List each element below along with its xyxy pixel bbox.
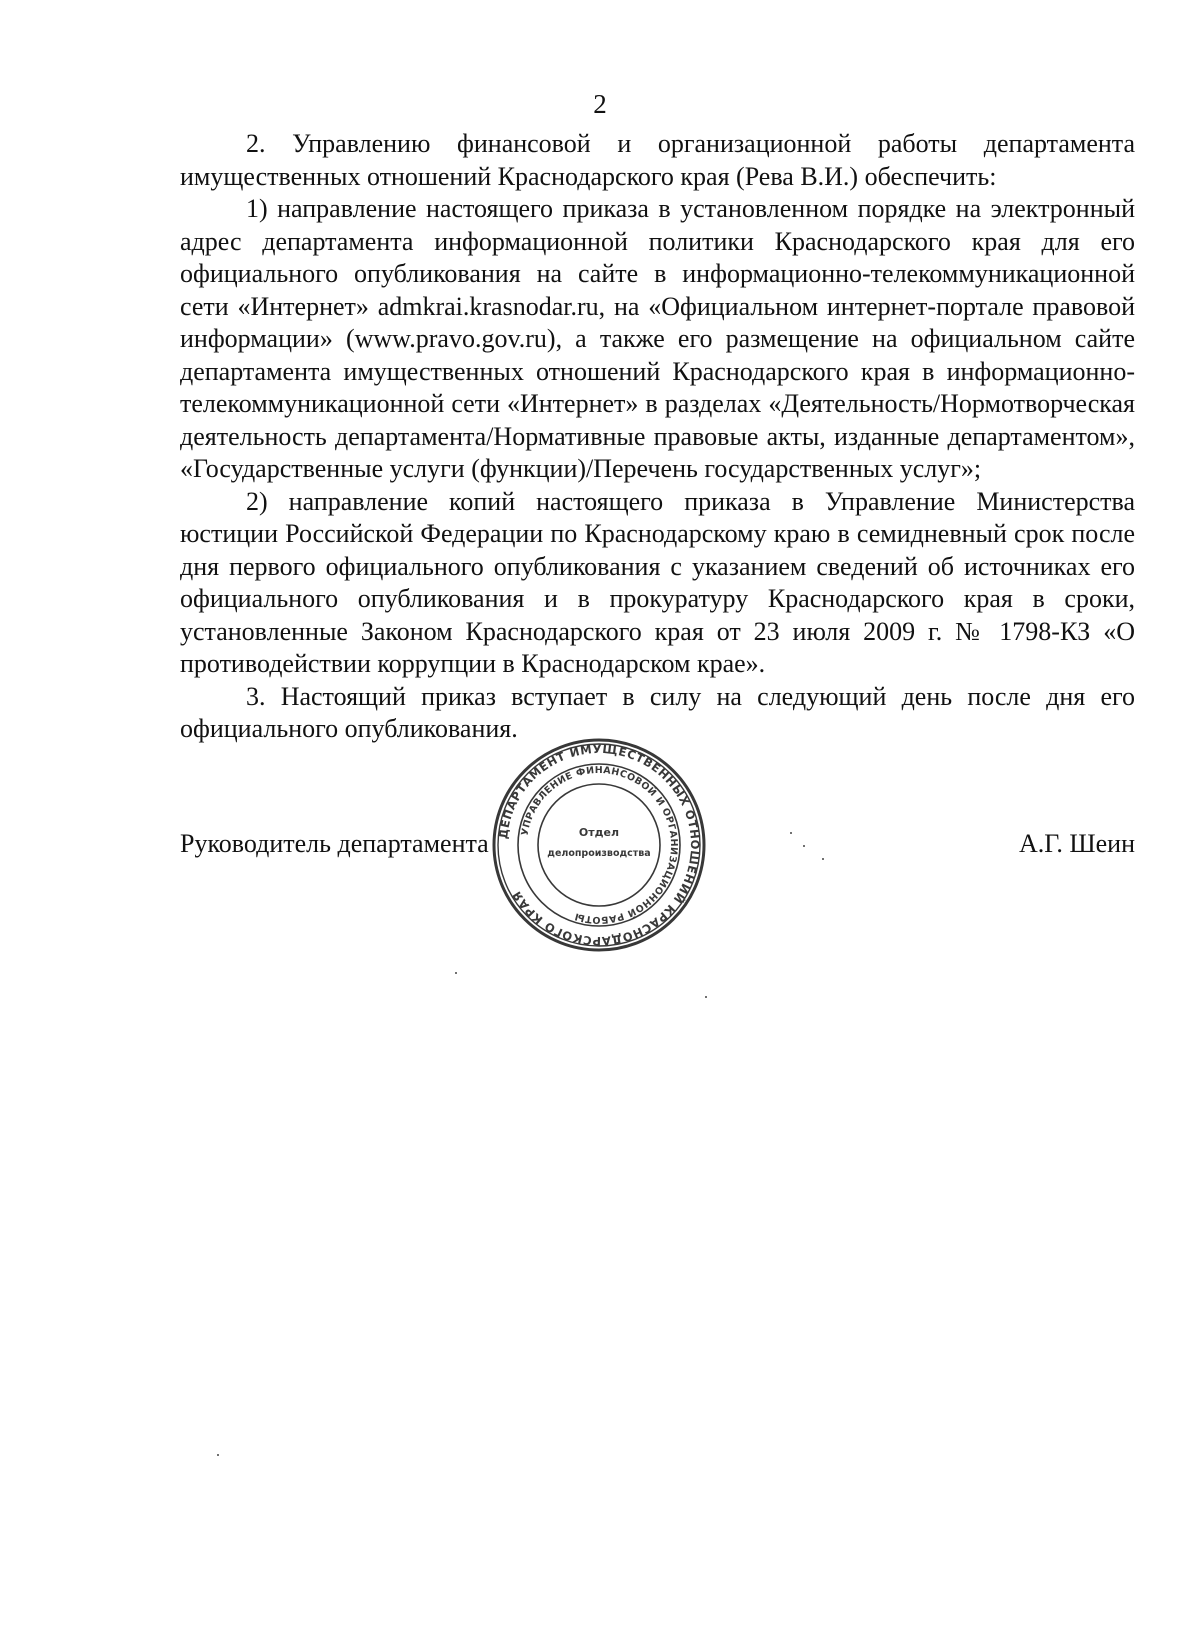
signer-name: А.Г. Шеин: [1019, 829, 1135, 858]
scan-speck: [705, 996, 707, 998]
paragraph-subitem-1: 1) направление настоящего приказа в установленном порядке на электронный адрес департамента информационной политики Краснодарского края для его официального опубликования на сайте в информационно-телекоммуникационной сети «Интернет» admkrai.krasnodar.ru, на «Официальном интернет-портале правовой информации» (www.pravo.gov.ru), а также его размещение на официальном сайте департамента имущественных отношений Краснодарского края в информационно-телекоммуникационной сети «Интернет» в разделах «Деятельность/Нормотворческая деятельность департамента/Нормативные правовые акты, изданные департаментом», «Государственные услуги (функции)/Перечень государственных услуг»;: [180, 194, 1135, 483]
scan-speck: [803, 845, 805, 847]
stamp-center-bottom-text: делопроизводства: [547, 848, 651, 859]
paragraph-subitem-2: 2) направление копий настоящего приказа в Управление Министерства юстиции Российской Федерации по Краснодарскому краю в семидневный срок после дня первого официального опубликования с указанием сведений об источниках его официального опубликования и в прокуратуру Краснодарского края в сроки, установленные Законом Краснодарского края от 23 июля 2009 г. № 1798-КЗ «О противодействии коррупции в Краснодарском крае».: [180, 486, 1135, 678]
stamp-inner-ring-text: УПРАВЛЕНИЕ ФИНАНСОВОЙ И ОРГАНИЗАЦИОННОЙ РАБОТЫ: [519, 764, 680, 926]
scan-speck: [455, 972, 457, 974]
stamp-outer-ring-text: ДЕПАРТАМЕНТ ИМУЩЕСТВЕННЫХ ОТНОШЕНИЙ КРАСНОДАРСКОГО КРАЯ: [496, 741, 703, 949]
paragraph-item-3: 3. Настоящий приказ вступает в силу на следующий день после дня его официального опубликования.: [180, 681, 1135, 743]
page-number: 2: [593, 89, 607, 119]
document-body: [180, 128, 1135, 746]
stamp-center-top-text: Отдел: [578, 826, 620, 839]
signature-block: [180, 828, 1135, 862]
signer-title: Руководитель департамента: [180, 829, 489, 858]
paragraph-item-2: 2. Управлению финансовой и организационной работы департамента имущественных отношений Краснодарского края (Рева В.И.) обеспечить:: [180, 129, 1135, 191]
scan-speck: [217, 1454, 219, 1456]
scan-speck: [822, 858, 824, 860]
scan-speck: [790, 832, 792, 834]
